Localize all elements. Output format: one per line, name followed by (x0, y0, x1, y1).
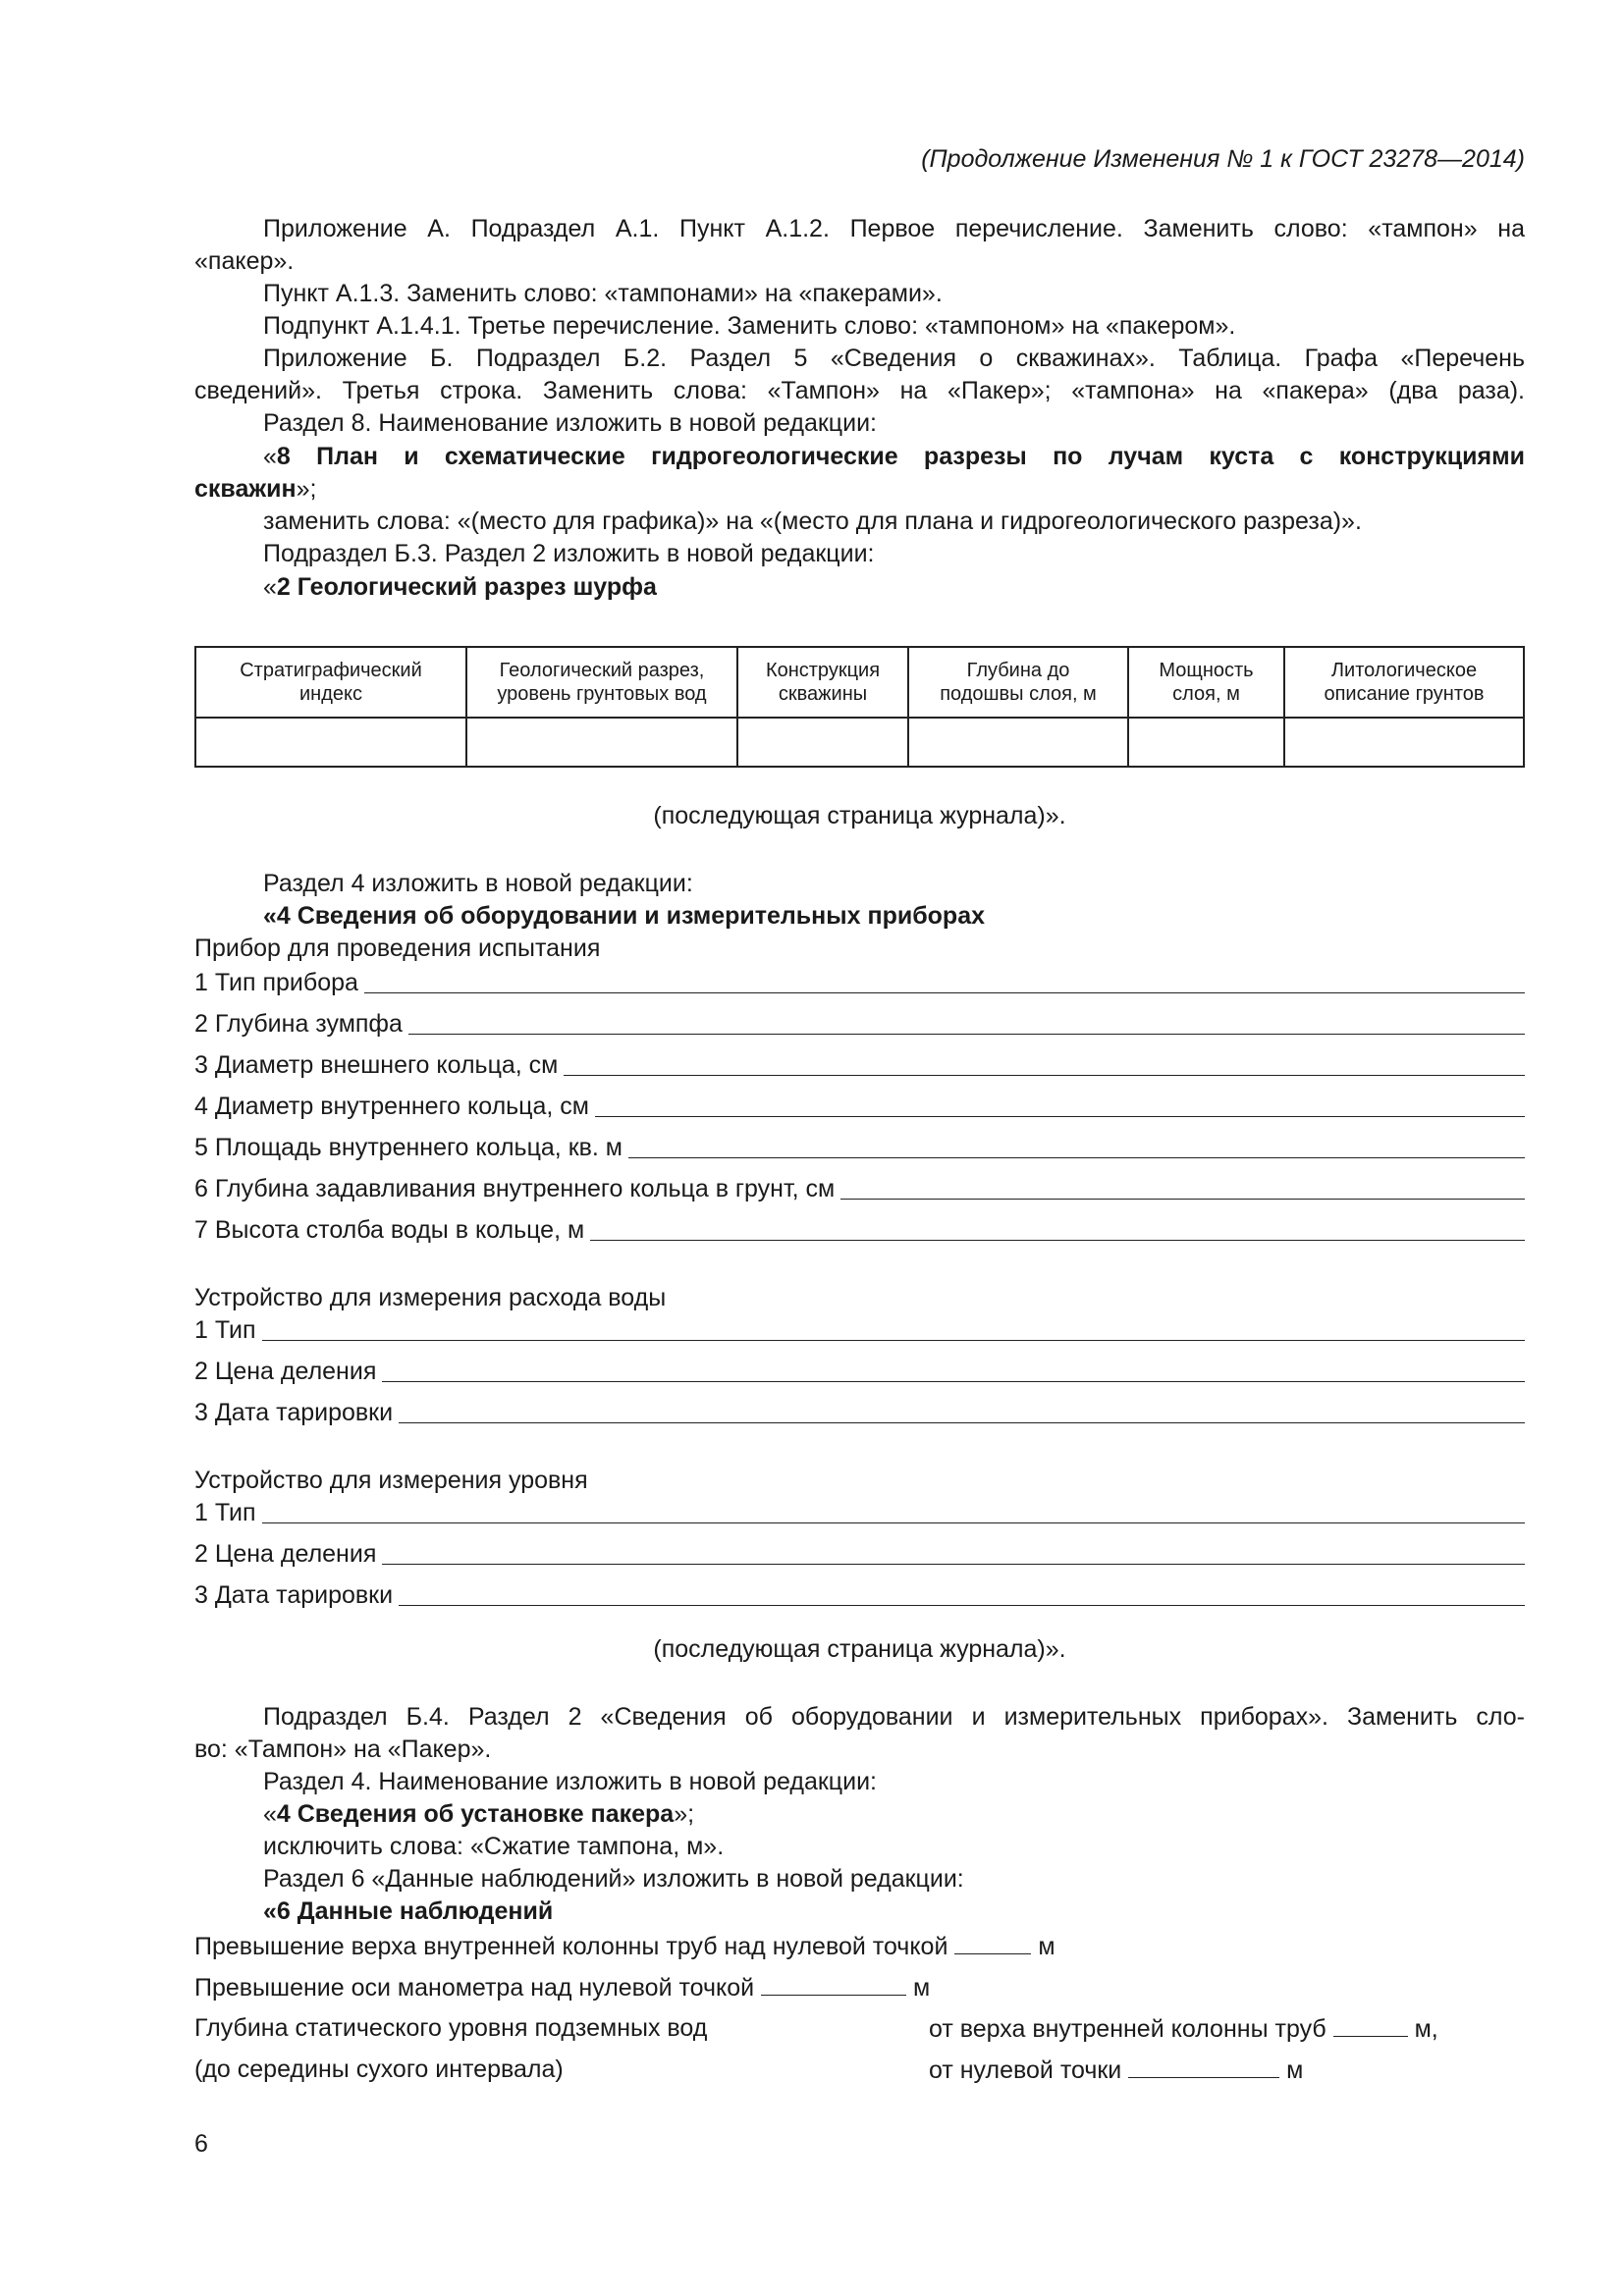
paragraph-appendix-b-line1: Приложение Б. Подраздел Б.2. Раздел 5 «Сведения о скважинах». Таблица. Графа «Перечень (263, 345, 1525, 372)
flow-field[interactable]: 2 Цена деления (194, 1356, 1525, 1388)
table-row (195, 718, 1524, 767)
paragraph-b4-line1: Подраздел Б.4. Раздел 2 «Сведения об оборудовании и измерительных приборах». Заменить сло- (263, 1703, 1525, 1731)
table-cell (195, 718, 466, 767)
level-heading: Устройство для измерения уровня (194, 1467, 588, 1494)
flow-heading: Устройство для измерения расхода воды (194, 1284, 667, 1311)
flow-field[interactable]: 3 Дата тарировки (194, 1397, 1525, 1429)
fill-line[interactable] (408, 1033, 1525, 1035)
device-field[interactable]: 1 Тип прибора (194, 967, 1525, 999)
table-header-cell: Конструкция скважины (737, 647, 908, 718)
observation-row-3: Глубина статического уровня подземных вод от верха внутренней колонны труб м, (194, 2014, 1438, 2043)
paragraph-exclude: исключить слова: «Сжатие тампона, м». (263, 1833, 725, 1860)
fill-line[interactable] (761, 1971, 906, 1996)
paragraph-a141: Подпункт А.1.4.1. Третье перечисление. Заменить слово: «тампоном» на «пакером». (263, 312, 1236, 340)
level-field[interactable]: 2 Цена деления (194, 1538, 1525, 1571)
geology-table (194, 646, 1525, 768)
fill-line[interactable] (1333, 2012, 1408, 2037)
device-field[interactable]: 3 Диаметр внешнего кольца, см (194, 1049, 1525, 1082)
b4-section4-title: «4 Сведения об установке пакера»; (263, 1800, 695, 1828)
paragraph-appendix-a-line1: Приложение А. Подраздел А.1. Пункт А.1.2. Первое перечисление. Заменить слово: «тампон» на (263, 215, 1525, 242)
device-heading: Прибор для проведения испытания (194, 934, 601, 962)
section8-title-line1: «8 План и схематические гидрогеологические разрезы по лучам куста с конструкциями (263, 443, 1525, 470)
paragraph-appendix-a-line2: «пакер». (194, 247, 295, 275)
paragraph-replace-graph: заменить слова: «(место для графика)» на «(место для плана и гидрогеологического разреза)». (263, 507, 1362, 535)
observation-row-1: Превышение верха внутренней колонны труб над нулевой точкой м (194, 1930, 1525, 1963)
device-field[interactable]: 4 Диаметр внутреннего кольца, см (194, 1091, 1525, 1123)
level-field[interactable]: 3 Дата тарировки (194, 1579, 1525, 1612)
observation-row-2: Превышение оси манометра над нулевой точкой м (194, 1971, 1525, 2004)
next-page-note-1: (последующая страница журнала)». (653, 802, 1066, 829)
table-header-cell: Стратиграфический индекс (195, 647, 466, 718)
table-header-cell: Глубина до подошвы слоя, м (908, 647, 1128, 718)
paragraph-a13: Пункт А.1.3. Заменить слово: «тампонами» на «пакерами». (263, 280, 943, 307)
page-number: 6 (194, 2130, 208, 2158)
device-field[interactable]: 5 Площадь внутреннего кольца, кв. м (194, 1132, 1525, 1164)
fill-line[interactable] (595, 1115, 1525, 1117)
table-cell (1284, 718, 1524, 767)
section4-title: «4 Сведения об оборудовании и измерительных приборах (263, 902, 986, 930)
table-cell (908, 718, 1128, 767)
fill-line[interactable] (564, 1074, 1525, 1076)
paragraph-section4: Раздел 4 изложить в новой редакции: (263, 870, 693, 897)
observation-row-4: (до середины сухого интервала) от нулевой точки м (194, 2056, 1304, 2084)
fill-line[interactable] (954, 1930, 1031, 1954)
section2-title: «2 Геологический разрез шурфа (263, 573, 657, 601)
table-header-cell: Мощность слоя, м (1128, 647, 1284, 718)
section8-title-line2: скважин»; (194, 475, 317, 503)
document-page (194, 0, 1525, 2296)
fill-line[interactable] (590, 1239, 1525, 1241)
paragraph-section8: Раздел 8. Наименование изложить в новой редакции: (263, 409, 877, 437)
device-field[interactable]: 6 Глубина задавливания внутреннего кольца в грунт, см (194, 1173, 1525, 1205)
table-header-cell: Литологическое описание грунтов (1284, 647, 1524, 718)
device-field[interactable]: 2 Глубина зумпфа (194, 1008, 1525, 1041)
paragraph-b4-section6: Раздел 6 «Данные наблюдений» изложить в новой редакции: (263, 1865, 964, 1893)
table-header-row (195, 647, 1524, 718)
fill-line[interactable] (399, 1604, 1525, 1606)
fill-line[interactable] (262, 1522, 1525, 1523)
fill-line[interactable] (262, 1339, 1525, 1341)
table-cell (737, 718, 908, 767)
paragraph-b4-section4: Раздел 4. Наименование изложить в новой редакции: (263, 1768, 877, 1795)
fill-line[interactable] (1128, 2054, 1279, 2078)
fill-line[interactable] (382, 1380, 1525, 1382)
paragraph-b3: Подраздел Б.3. Раздел 2 изложить в новой редакции: (263, 540, 875, 567)
b4-section6-title: «6 Данные наблюдений (263, 1897, 554, 1925)
fill-line[interactable] (364, 991, 1525, 993)
fill-line[interactable] (382, 1563, 1525, 1565)
fill-line[interactable] (628, 1156, 1525, 1158)
table-cell (466, 718, 737, 767)
paragraph-appendix-b-line2: сведений». Третья строка. Заменить слова: «Тампон» на «Пакер»; «тампона» на «пакера» (два раза). (194, 377, 1525, 404)
paragraph-b4-line2: во: «Тампон» на «Пакер». (194, 1735, 492, 1763)
device-field[interactable]: 7 Высота столба воды в кольце, м (194, 1214, 1525, 1247)
table-header-cell: Геологический разрез, уровень грунтовых вод (466, 647, 737, 718)
table-cell (1128, 718, 1284, 767)
fill-line[interactable] (399, 1421, 1525, 1423)
running-header: (Продолжение Изменения № 1 к ГОСТ 23278—2014) (921, 145, 1525, 173)
fill-line[interactable] (840, 1198, 1525, 1200)
flow-field[interactable]: 1 Тип (194, 1314, 1525, 1347)
next-page-note-2: (последующая страница журнала)». (653, 1635, 1066, 1663)
level-field[interactable]: 1 Тип (194, 1497, 1525, 1529)
